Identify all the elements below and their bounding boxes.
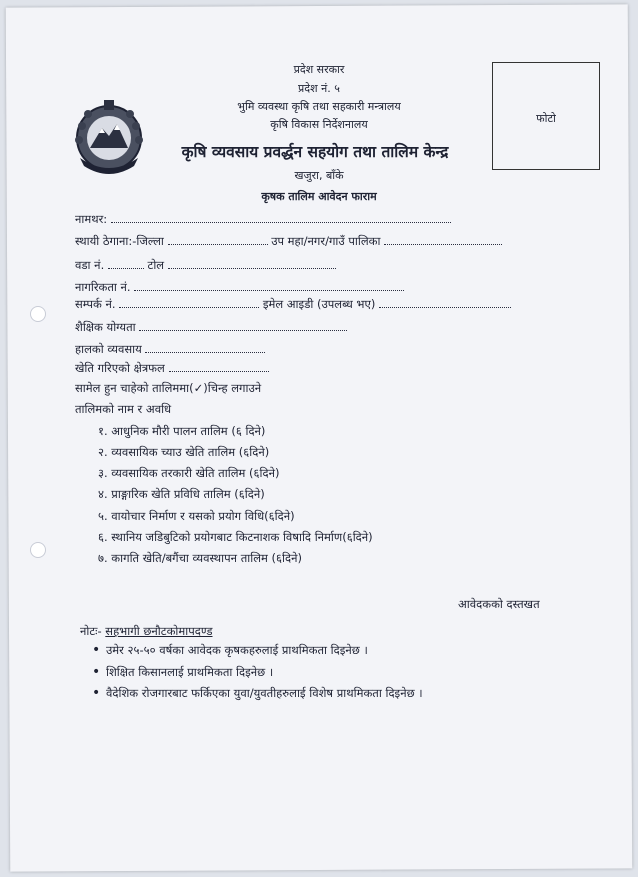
course-item[interactable]: १. आधुनिक मौरी पालन तालिम (६ दिने) xyxy=(98,424,266,438)
form-title: कृषक तालिम आवेदन फाराम xyxy=(261,190,377,203)
course-item[interactable]: ६. स्थानिय जडिबुटिको प्रयोगबाट किटनाशक विषादि निर्माण(६दिने) xyxy=(98,530,373,544)
courses-heading: तालिमको नाम र अवधि xyxy=(75,402,172,416)
office-location: खजुरा, बाँके xyxy=(294,169,344,182)
education-label: शैक्षिक योग्यता xyxy=(75,320,136,334)
course-item[interactable]: ४. प्राङ्गारिक खेति प्रविधि तालिम (६दिने) xyxy=(98,487,265,501)
farm-area-label: खेति गरिएको क्षेत्रफल xyxy=(75,361,165,375)
municipality-label: उप महा/नगर/गाउँ पालिका xyxy=(271,234,381,248)
occupation-field[interactable] xyxy=(145,343,265,353)
education-row xyxy=(75,320,347,335)
tick-instruction: सामेल हुन चाहेको तालिममा(✓)चिन्ह लगाउने xyxy=(75,381,262,395)
course-item[interactable]: २. व्यवसायिक च्याउ खेति तालिम (६दिने) xyxy=(98,445,270,459)
citizenship-label: नागरिकता नं. xyxy=(75,280,131,294)
header-line4: कृषि विकास निर्देशनालय xyxy=(270,118,368,131)
note-prefix: नोटः- xyxy=(80,624,102,638)
tole-label: टोल xyxy=(147,258,165,272)
address-label: स्थायी ठेगाना:-जिल्ला xyxy=(75,234,164,248)
citizenship-row xyxy=(75,280,404,295)
office-title: कृषि व्यवसाय प्रवर्द्धन सहयोग तथा तालिम केन्द्र xyxy=(181,143,449,161)
punch-hole-bottom xyxy=(30,542,46,558)
tole-field[interactable] xyxy=(168,259,336,269)
note-item: • उमेर २५-५० वर्षका आवेदक कृषकहरुलाई प्राथमिकता दिइनेछ । xyxy=(106,643,368,658)
note-heading: सहभागी छनौटकोमापदण्ड xyxy=(105,624,213,638)
course-item[interactable]: ३. व्यवसायिक तरकारी खेति तालिम (६दिने) xyxy=(98,466,280,480)
contact-label: सम्पर्क नं. xyxy=(75,297,116,311)
photo-box xyxy=(492,62,600,170)
address-row xyxy=(75,234,502,249)
municipality-field[interactable] xyxy=(384,235,502,245)
signature-label: आवेदकको दस्तखत xyxy=(458,597,540,611)
occupation-row xyxy=(75,342,265,357)
occupation-label: हालको व्यवसाय xyxy=(75,342,142,356)
farm-area-row xyxy=(75,361,269,376)
header-line1: प्रदेश सरकार xyxy=(293,63,345,76)
citizenship-field[interactable] xyxy=(134,281,404,291)
contact-field[interactable] xyxy=(119,298,259,308)
note-heading-row xyxy=(80,624,213,639)
course-item[interactable]: ७. कागति खेति/बगैंचा व्यवस्थापन तालिम (६दिने) xyxy=(98,551,302,565)
name-row xyxy=(75,212,451,227)
email-label: इमेल आइडी (उपलब्ध भए) xyxy=(262,297,376,311)
note-item: • शिक्षित किसानलाई प्राथमिकता दिइनेछ । xyxy=(106,665,273,680)
note-item: • वैदेशिक रोजगारबाट फर्किएका युवा/युवतीहरुलाई विशेष प्राथमिकता दिइनेछ । xyxy=(106,686,423,701)
contact-row xyxy=(75,297,511,312)
course-item[interactable]: ५. वायोचार निर्माण र यसको प्रयोग विधि(६दिने) xyxy=(98,509,295,523)
ward-row xyxy=(75,258,336,273)
header-line3: भुमि व्यवस्था कृषि तथा सहकारी मन्त्रालय xyxy=(237,100,401,113)
header-line2: प्रदेश नं. ५ xyxy=(298,82,340,95)
name-field[interactable] xyxy=(111,213,451,223)
email-field[interactable] xyxy=(379,298,511,308)
ward-label: वडा नं. xyxy=(75,258,105,272)
punch-hole-top xyxy=(30,306,46,322)
name-label: नामथर: xyxy=(75,212,108,226)
ward-field[interactable] xyxy=(108,259,144,269)
district-field[interactable] xyxy=(168,235,268,245)
photo-label: फोटो xyxy=(536,112,556,125)
education-field[interactable] xyxy=(139,321,347,331)
farm-area-field[interactable] xyxy=(169,362,269,372)
